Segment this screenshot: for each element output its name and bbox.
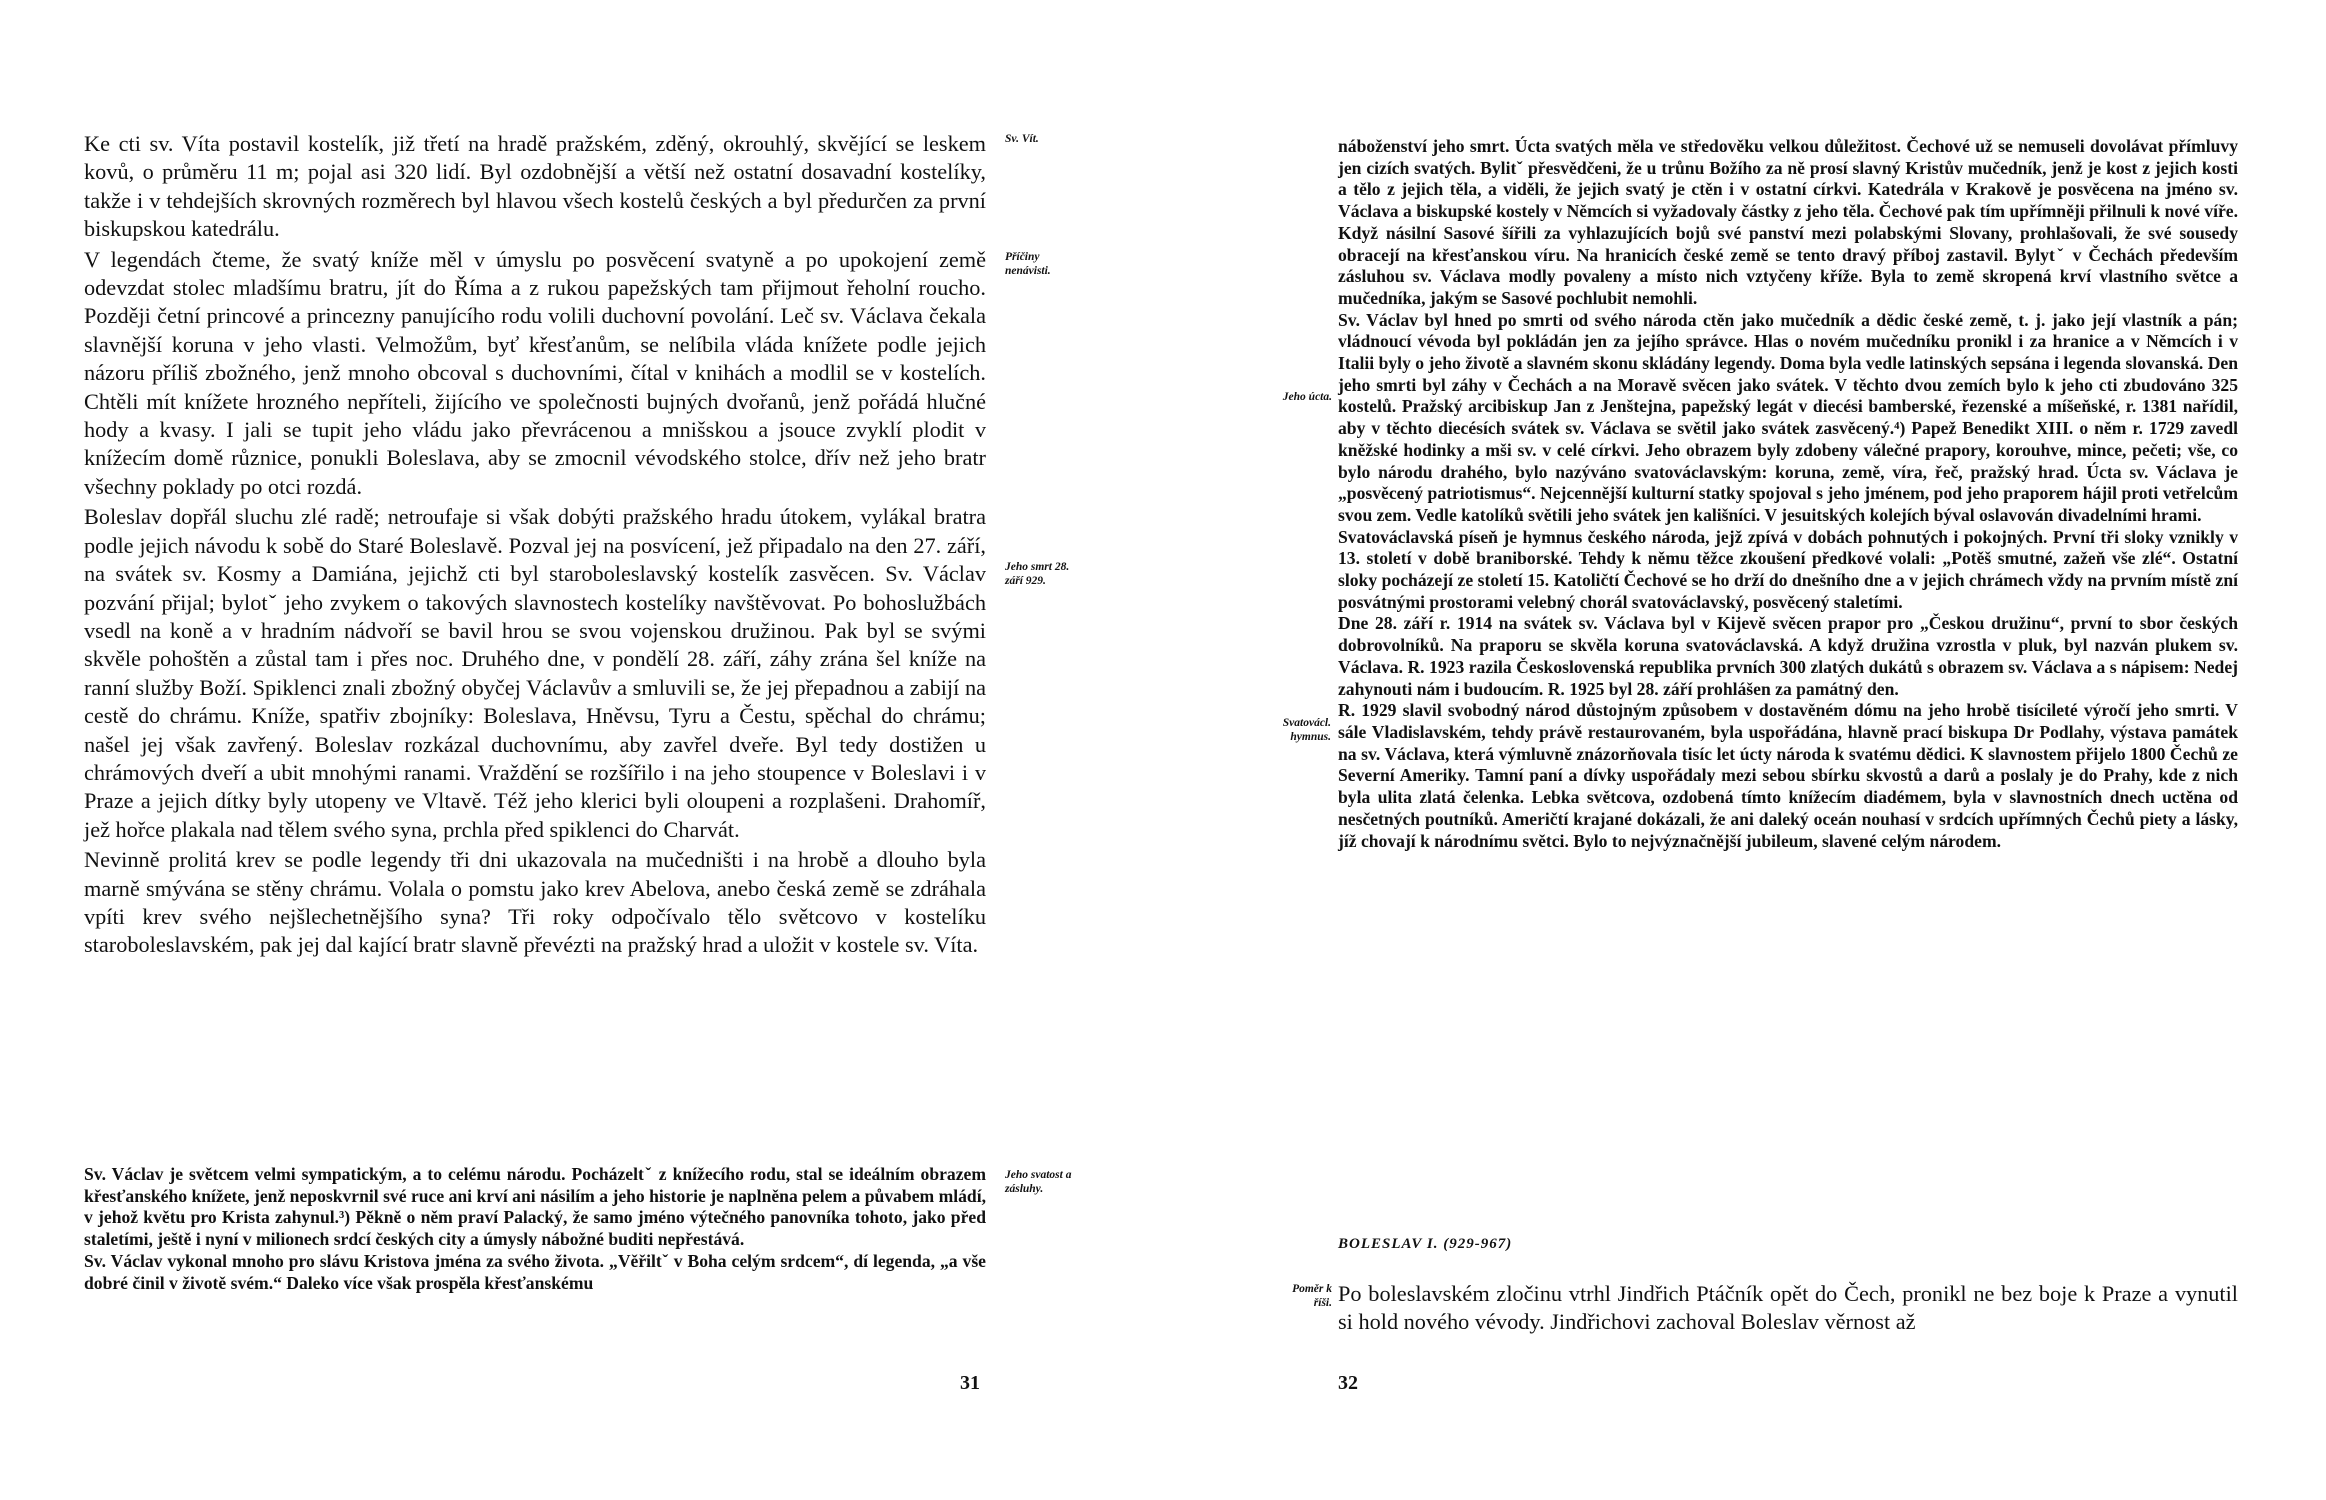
- right-page: [1163, 0, 2326, 1500]
- page-number: 31: [960, 1372, 980, 1394]
- main-text: [84, 130, 986, 962]
- paragraph: Dne 28. září r. 1914 na svátek sv. Václava byl v Kijevě svěcen prapor pro „Českou družinu“, první to sbor českých dobrovolníků. Na praporu se skvěla koruna svatováclavská. A když družina vzrostla v pluk, byl nazván plukem sv. Václava. R. 1923 razila Československá republika prvních 300 zlatých dukátů s obrazem sv. Václava a s nápisem: Nedej zahynouti nám i budoucím. R. 1925 byl 28. září prohlášen za památný den.: [1338, 613, 2238, 699]
- page-number: 32: [1338, 1372, 1358, 1394]
- paragraph: Sv. Václav byl hned po smrti od svého národa ctěn jako mučedník a dědic české země, t. j. jako její vlastník a pán; vládnoucí vévoda byl pokládán jen za jejího správce. Hlas o novém mučedníku pronikl i za hranice a v Němcích i v Italii byly o jeho životě a slavném skonu skládány legendy. Doma byla vedle latinských sepsána i legenda slovanská. Den jeho smrti byl záhy v Čechách a na Moravě svěcen jako svátek. V těchto dvou zemích bylo k jeho cti zbudováno 325 kostelů. Pražský arcibiskup Jan z Jenštejna, papežský legát v diecési bamberské, řezenské a míšeňské, r. 1381 nařídil, aby v těchto diecésích svátek sv. Václava se světil jako svátek zasvěcený.⁴) Papež Benedikt XIII. o něm r. 1729 zavedl kněžské hodinky a mši sv. v celé církvi. Jeho obrazem byly zdobeny válečné prapory, korouhve, mince, pečeti; vše, co bylo národu drahého, bylo nazýváno svatováclavským: koruna, země, víra, řeč, pražský hrad. Úcta sv. Václava je „posvěcený patriotismus“. Nejcennější kulturní statky spojoval s jeho jménem, pod jeho praporem hájil proti vetřelcům svou zem. Vedle katolíků světili jeho svátek jen kališníci. V jesuitských kolejích býval oslavován divadelními hrami.: [1338, 309, 2238, 525]
- margin-note: Poměr k říši.: [1292, 1283, 1332, 1309]
- paragraph: Boleslav dopřál sluchu zlé radě; netroufaje si však dobýti pražského hradu útokem, vylákal bratra podle jejich návodu k sobě do Staré Boleslavě. Pozval jej na posvícení, jež připadalo na den 27. září, na svátek sv. Kosmy a Damiána, jejichž cti byl staroboleslavský kostelík zasvěcen. Sv. Václav pozvání přijal; bylotˇ jeho zvykem o takových slavnostech kostelíky navštěvovat. Po bohoslužbách vsedl na koně a v hradním nádvoří se bavil hrou se svou vojenskou družinou. Pak byl se svými skvěle pohoštěn a zůstal tam i přes noc. Druhého dne, v pondělí 28. září, záhy zrána šel kníže na ranní služby Boží. Spiklenci znali zbožný obyčej Václavův a smluvili se, že jej přepadnou a zabijí na cestě do chrámu. Kníže, spatřiv zbojníky: Boleslava, Hněvsu, Tyru a Čestu, spěchal do chrámu; našel jej však zavřený. Boleslav rozkázal duchovnímu, aby zavřel dveře. Byl tedy dostižen u chrámových dveří a ubit mnohými ranami. Vraždění se rozšířilo i na jeho stoupence v Boleslavi i v Praze a jejich dítky byly utopeny ve Vltavě. Též jeho klerici byli oloupeni a rozplašeni. Drahomíř, jež hořce plakala nad tělem svého syna, prchla před spiklenci do Charvát.: [84, 504, 986, 842]
- small-text: [84, 1164, 986, 1294]
- margin-note: Jeho úcta.: [1282, 391, 1332, 403]
- section-heading: BOLESLAV I. (929-967): [1338, 1236, 1513, 1252]
- paragraph: R. 1929 slavil svobodný národ důstojným způsobem v dostavěném dómu na jeho hrobě tisícileté výročí jeho smrti. V sále Vladislavském, tehdy právě restaurovaném, byla uspořádána, hlavně prací biskupa Dr Podlahy, výstava památek na sv. Václava, která výmluvně znázorňovala tisíc let úcty národa k svatému dědici. K slavnostem přijelo 1800 Čechů ze Severní Ameriky. Tamní paní a dívky uspořádaly mezi sebou sbírku skvostů a darů a poslaly je do Prahy, kde z nich byla ulita zlatá čelenka. Lebka světcova, ozdobená tímto knížecím diadémem, byla v slavnostních dnech uctěna od nesčetných poutníků. Američtí krajané dokázali, že ani daleký oceán nouhasí v srdcích upřímných Čechů piety a lásky, jíž chovají k národnímu světci. Bylo to nejvýznačnější jubileum, slavené celým národem.: [1338, 700, 2238, 851]
- small-text: [1338, 136, 2238, 852]
- main-text: [1338, 1280, 2238, 1339]
- margin-note: Jeho smrt 28. září 929.: [1005, 561, 1070, 587]
- margin-note: Příčiny nenávisti.: [1005, 251, 1051, 277]
- paragraph: Po boleslavském zločinu vtrhl Jindřich Ptáčník opět do Čech, pronikl ne bez boje k Praze a vynutil si hold nového vévody. Jindřichovi zachoval Boleslav věrnost až: [1338, 1281, 2238, 1335]
- margin-note: Svatovácl. hymnus.: [1282, 717, 1331, 743]
- margin-note: Sv. Vít.: [1005, 133, 1039, 145]
- paragraph: Ke cti sv. Víta postavil kostelík, již třetí na hradě pražském, zděný, okrouhlý, skvějící se leskem kovů, o průměru 11 m; pojal asi 320 lidí. Byl ozdobnější a větší než ostatní dosavadní kostelíky, takže i v tehdejších skrovných rozměrech byl hlavou všech kostelů českých a byl předurčen za první biskupskou katedrálu.: [84, 131, 986, 242]
- paragraph: V legendách čteme, že svatý kníže měl v úmyslu po posvěcení svatyně a po upokojení země odevzdat stolec mladšímu bratru, jít do Říma a z rukou papežských tam přijmout řeholní roucho. Později četní princové a princezny panujícího rodu volili duchovní povolání. Leč sv. Václava čekala slavnější koruna v jeho vlasti. Velmožům, byť křesťanům, se nelíbila vláda knížete podle jejich názoru příliš zbožného, jenž mnoho obcoval s duchovními, čítal v knihách a modlil se v kostelích. Chtěli mít knížete hrozného nepříteli, žijícího ve společnosti bujných dvořanů, jenž pořádá hlučné hody a kvasy. I jali se tupit jeho vládu jako převrácenou a mnišskou a jsouce zvyklí plodit v knížecím domě různice, ponukli Boleslava, aby se zmocnil vévodského stolce, dřív než jeho bratr všechny poklady po otci rozdá.: [84, 246, 986, 499]
- paragraph: Nevinně prolitá krev se podle legendy tři dni ukazovala na mučedništi i na hrobě a dlouho byla marně smývána se stěny chrámu. Volala o pomstu jako krev Abelova, anebo česká země se zdráhala vpíti krev svého nejšlechetnějšího syna? Tři roky odpočívalo tělo světcovo v kostelíku staroboleslavském, pak jej dal kající bratr slavně převézti na pražský hrad a uložit v kostele sv. Víta.: [84, 847, 986, 958]
- paragraph: Svatováclavská píseň je hymnus českého národa, jejž zpívá v dobách pohnutých i pokojných. První tři sloky vznikly v 13. století v době braniborské. Tehdy k němu těžce zkoušení předkové volali: „Potěš smutné, zažeň vše zlé“. Ostatní sloky pocházejí ze století 15. Katoličtí Čechové se ho drží do dnešního dne a v jejich chrámech vždy na prvním místě zní posvátnými prostorami velebný chorál svatováclavský, posvěcený staletími.: [1338, 526, 2238, 612]
- paragraph: náboženství jeho smrt. Úcta svatých měla ve středověku velkou důležitost. Čechové už se nemuseli dovolávat přímluvy jen cizích svatých. Bylitˇ přesvědčeni, že u trůnu Božího za ně prosí slavný Kristův mučedník, jenž je kost z jejich kosti a tělo z jejich těla, a viděli, že jejich svatý je ctěn i v ostatní církvi. Katedrála v Krakově je posvěcena na jméno sv. Václava a biskupské kostely v Němcích si vyžadovaly částky z jeho těla. Čechové pak tím upřímněji přilnuli k nové víře. Když násilní Sasové šířili za vyhlazujících bojů své panství mezi polabskými Slovany, prohlašovali, že své sousedy obracejí na křesťanskou víru. Na hranicích české země se tento dravý příboj zastavil. Bylytˇ v Čechách především zásluhou sv. Václava modly povaleny a místo nich vztyčeny kříže. Byla to země skropená krví vlastního světce a mučedníka, jakým se Sasové pochlubit nemohli.: [1338, 136, 2238, 308]
- paragraph: Sv. Václav je světcem velmi sympatickým, a to celému národu. Pocházeltˇ z knížecího rodu, stal se ideálním obrazem křesťanského knížete, jenž neposkvrnil své ruce ani krví ani násilím a jeho historie je naplněna pelem a půvabem mládí, v jehož květu pro Krista zahynul.³) Pěkně o něm praví Palacký, že samo jméno výtečného panovníka tohoto, jako před staletími, ještě i nyní v milionech srdcí českých city a úmysly nábožné buditi nepřestává.: [84, 1164, 986, 1250]
- margin-note: Jeho svatost a zásluhy.: [1005, 1169, 1072, 1195]
- paragraph: Sv. Václav vykonal mnoho pro slávu Kristova jména za svého života. „Věřiltˇ v Boha celým srdcem“, dí legenda, „a vše dobré činil v životě svém.“ Daleko více však prospěla křesťanskému: [84, 1250, 986, 1293]
